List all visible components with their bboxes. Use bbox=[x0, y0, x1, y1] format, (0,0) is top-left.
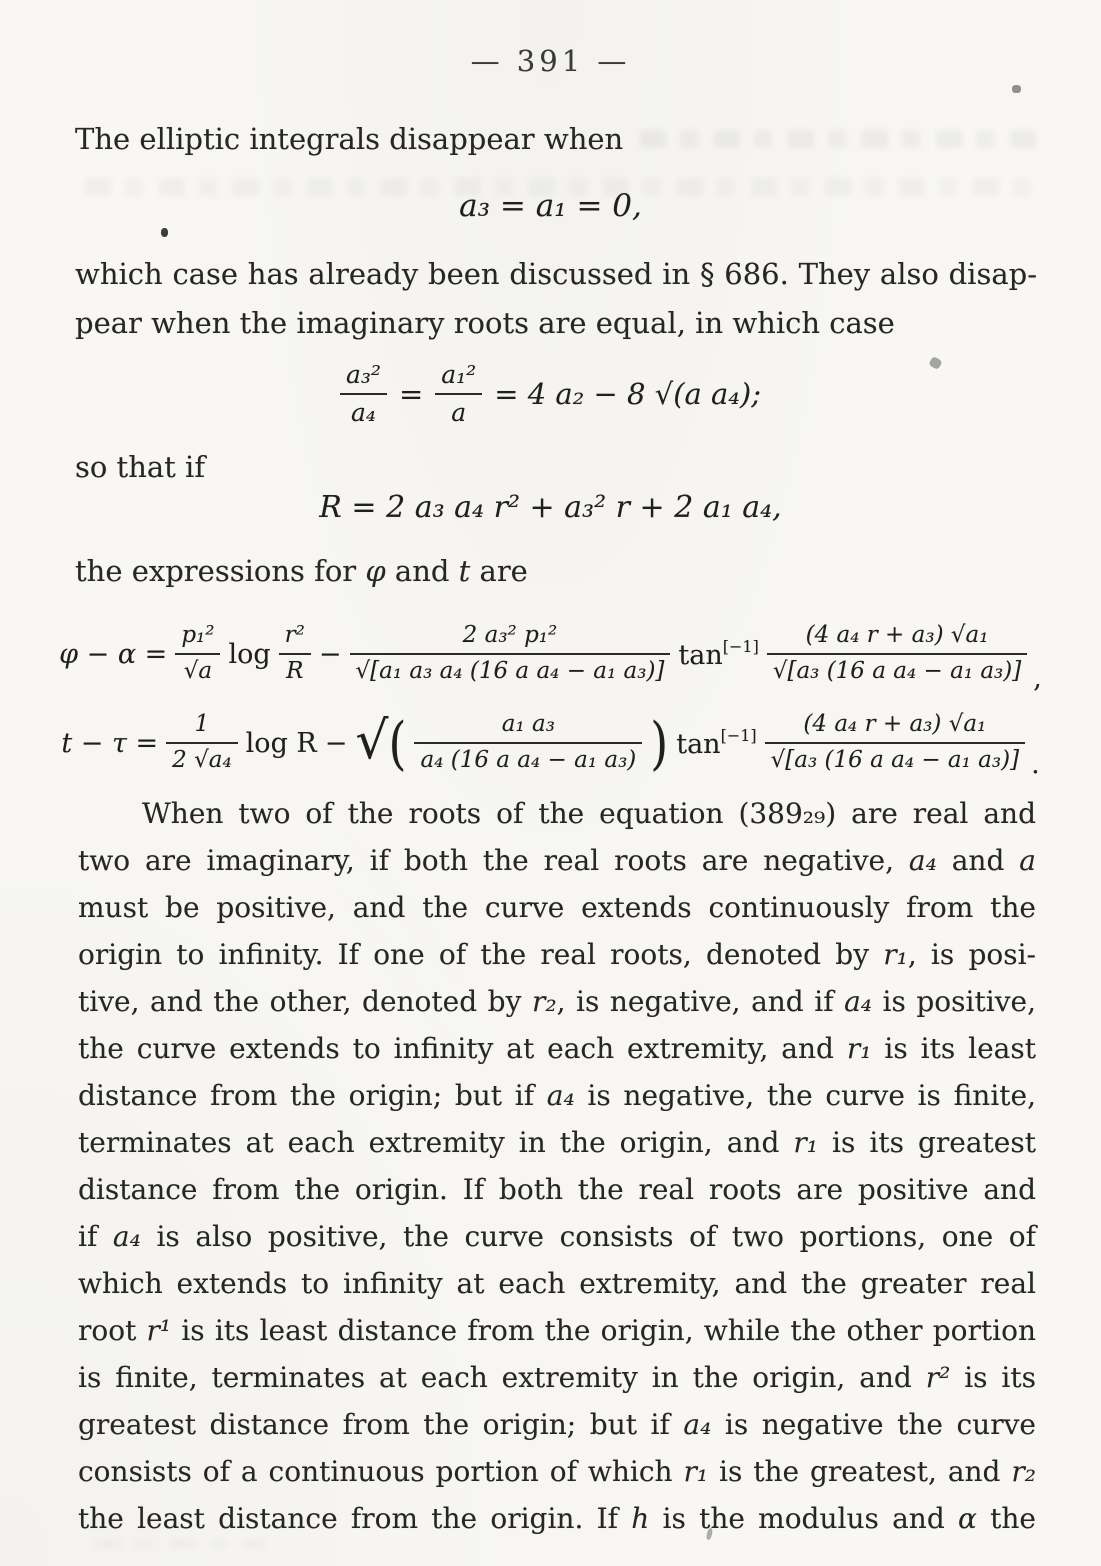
text-line bbox=[78, 790, 1036, 837]
text-line bbox=[78, 1025, 1036, 1072]
text-line bbox=[78, 1072, 1036, 1119]
numerator: 1 bbox=[166, 710, 238, 744]
arctan-operator: tan[−1] bbox=[678, 637, 759, 671]
fraction bbox=[765, 710, 1025, 775]
text-segment: distance from the origin. If both the real roots are positive and bbox=[78, 1173, 1036, 1206]
log-operator: log R bbox=[245, 727, 317, 759]
text-segment: and bbox=[385, 554, 459, 588]
text-line bbox=[78, 978, 1036, 1025]
text-segment: the bbox=[976, 1502, 1036, 1535]
math-term: = 4 a₂ − 8 √(a a₄); bbox=[494, 377, 762, 411]
text-line bbox=[78, 1119, 1036, 1166]
equation-R: R = 2 a₃ a₄ r² + a₃² r + 2 a₁ a₄, bbox=[319, 490, 782, 525]
text-segment: is negative the curve bbox=[711, 1408, 1036, 1441]
inverse-exponent: [−1] bbox=[722, 637, 759, 656]
text-line bbox=[78, 1401, 1036, 1448]
fraction bbox=[414, 710, 642, 775]
text-segment: , is negative, and if bbox=[556, 985, 845, 1018]
fraction bbox=[166, 710, 238, 775]
expressions-line bbox=[75, 552, 1037, 591]
numerator: a₁ a₃ bbox=[414, 710, 642, 744]
numerator: 2 a₃² p₁² bbox=[350, 621, 671, 655]
text-line bbox=[75, 250, 1037, 299]
text-segment: is its least distance from the origin, while the other portion bbox=[171, 1314, 1036, 1347]
denominator: √a bbox=[183, 658, 213, 684]
numerator: r² bbox=[279, 621, 311, 655]
close-paren: ) bbox=[650, 709, 669, 777]
equals-sign: = bbox=[398, 377, 424, 411]
denominator: R bbox=[286, 658, 304, 684]
text-segment: is its least bbox=[871, 1032, 1036, 1065]
text-line bbox=[78, 1260, 1036, 1307]
numerator: a₁² bbox=[435, 359, 482, 395]
math-variable: r₁ bbox=[883, 938, 908, 971]
denominator: 2 √a₄ bbox=[172, 747, 232, 773]
text-segment: origin to infinity. If one of the real roots, denoted by bbox=[78, 938, 884, 971]
math-variable: r₁ bbox=[683, 1455, 709, 1488]
math-variable: a bbox=[1019, 844, 1036, 877]
text-segment: if bbox=[78, 1220, 113, 1253]
main-paragraph bbox=[78, 790, 1036, 1542]
fraction bbox=[340, 359, 387, 429]
text-segment: and bbox=[936, 844, 1020, 877]
log-operator: log bbox=[228, 638, 271, 670]
text-segment: root bbox=[78, 1314, 147, 1347]
math-variable: r₁ bbox=[793, 1126, 819, 1159]
text-segment: is the modulus and bbox=[649, 1502, 958, 1535]
math-variable: r¹ bbox=[146, 1314, 172, 1347]
arctan-operator: tan[−1] bbox=[676, 726, 757, 760]
text-line bbox=[78, 837, 1036, 884]
denominator: a bbox=[451, 398, 467, 427]
text-segment: tive, and the other, denoted by bbox=[78, 985, 532, 1018]
so-that-line: so that if bbox=[75, 450, 206, 484]
open-paren: ( bbox=[388, 709, 407, 777]
text-segment: are bbox=[470, 554, 528, 588]
text-segment: which extends to infinity at each extremity, and the greater real bbox=[78, 1267, 1036, 1300]
text-segment: the least distance from the origin. If bbox=[78, 1502, 632, 1535]
fraction bbox=[175, 621, 220, 686]
text-segment: the expressions for bbox=[75, 554, 366, 588]
text-segment: is negative, the curve is finite, bbox=[574, 1079, 1037, 1112]
denominator: √[a₃ (16 a a₄ − a₁ a₃)] bbox=[770, 747, 1020, 773]
punctuation: , bbox=[1033, 663, 1042, 694]
math-variable: r² bbox=[925, 1361, 951, 1394]
radical-sign: √ bbox=[355, 711, 389, 771]
denominator: √[a₃ (16 a a₄ − a₁ a₃)] bbox=[772, 658, 1022, 684]
denominator: √[a₁ a₃ a₄ (16 a a₄ − a₁ a₃)] bbox=[355, 658, 665, 684]
math-variable: a₄ bbox=[112, 1220, 141, 1253]
numerator: (4 a₄ r + a₃) √a₁ bbox=[767, 621, 1027, 655]
text-line bbox=[75, 299, 1037, 348]
math-variable: r₂ bbox=[1011, 1455, 1037, 1488]
text-segment: is finite, terminates at each extremity in the origin, and bbox=[78, 1361, 926, 1394]
inverse-exponent: [−1] bbox=[720, 726, 757, 745]
math-variable: t bbox=[458, 554, 471, 588]
scan-speck bbox=[161, 228, 168, 237]
punctuation: . bbox=[1031, 749, 1040, 780]
text-line bbox=[78, 1213, 1036, 1260]
numerator: (4 a₄ r + a₃) √a₁ bbox=[765, 710, 1025, 744]
text-segment: When two of the roots of the equation (389₂₉) are real and bbox=[142, 797, 1036, 830]
text-segment: is also positive, the curve consists of two portions, one of bbox=[140, 1220, 1036, 1253]
text-line bbox=[78, 1448, 1036, 1495]
text-line bbox=[78, 884, 1036, 931]
text-segment: pear when the imaginary roots are equal, in which case bbox=[75, 306, 895, 340]
text-line bbox=[78, 931, 1036, 978]
math-term: φ − α = bbox=[59, 638, 168, 670]
fraction bbox=[435, 359, 482, 429]
text-segment: two are imaginary, if both the real roots are negative, bbox=[78, 844, 909, 877]
page-number: — 391 — bbox=[470, 44, 631, 78]
minus-sign: − bbox=[324, 727, 348, 759]
math-variable: α bbox=[957, 1502, 977, 1535]
numerator: p₁² bbox=[175, 621, 220, 655]
numerator: a₃² bbox=[340, 359, 387, 395]
equation-roots: a₃ = a₁ = 0, bbox=[459, 188, 642, 224]
math-variable: a₄ bbox=[844, 985, 873, 1018]
text-line bbox=[78, 1166, 1036, 1213]
equation-t bbox=[0, 690, 1101, 796]
text-segment: greatest distance from the origin; but if bbox=[78, 1408, 684, 1441]
minus-sign: − bbox=[318, 638, 342, 670]
text-segment: is positive, bbox=[872, 985, 1036, 1018]
fraction bbox=[279, 621, 311, 686]
math-term: t − τ = bbox=[61, 727, 159, 759]
text-segment: distance from the origin; but if bbox=[78, 1079, 547, 1112]
fraction bbox=[767, 621, 1027, 686]
text-segment: which case has already been discussed in § 686. They also disap- bbox=[75, 257, 1037, 291]
math-variable: h bbox=[631, 1502, 650, 1535]
text-segment: the curve extends to infinity at each extremity, and bbox=[78, 1032, 847, 1065]
text-segment: is its greatest bbox=[818, 1126, 1037, 1159]
text-segment: consists of a continuous portion of which bbox=[78, 1455, 684, 1488]
denominator: a₄ (16 a a₄ − a₁ a₃) bbox=[420, 747, 637, 773]
math-variable: a₄ bbox=[546, 1079, 575, 1112]
text-segment: , is posi- bbox=[907, 938, 1037, 971]
denominator: a₄ bbox=[350, 398, 376, 427]
text-segment: is the greatest, and bbox=[708, 1455, 1012, 1488]
math-variable: φ bbox=[365, 554, 386, 588]
scan-speck bbox=[1012, 85, 1021, 93]
intro-paragraph bbox=[75, 250, 1037, 348]
text-segment: must be positive, and the curve extends continuously from the bbox=[78, 891, 1036, 924]
intro-line: The elliptic integrals disappear when bbox=[75, 122, 624, 156]
text-line bbox=[78, 1354, 1036, 1401]
math-variable: a₄ bbox=[908, 844, 937, 877]
text-segment: terminates at each extremity in the origin, and bbox=[78, 1126, 794, 1159]
math-variable: r₂ bbox=[531, 985, 557, 1018]
text-line bbox=[78, 1307, 1036, 1354]
text-segment: is its bbox=[950, 1361, 1037, 1394]
math-variable: a₄ bbox=[683, 1408, 712, 1441]
fraction bbox=[350, 621, 671, 686]
math-variable: r₁ bbox=[846, 1032, 872, 1065]
text-line bbox=[78, 1495, 1036, 1542]
